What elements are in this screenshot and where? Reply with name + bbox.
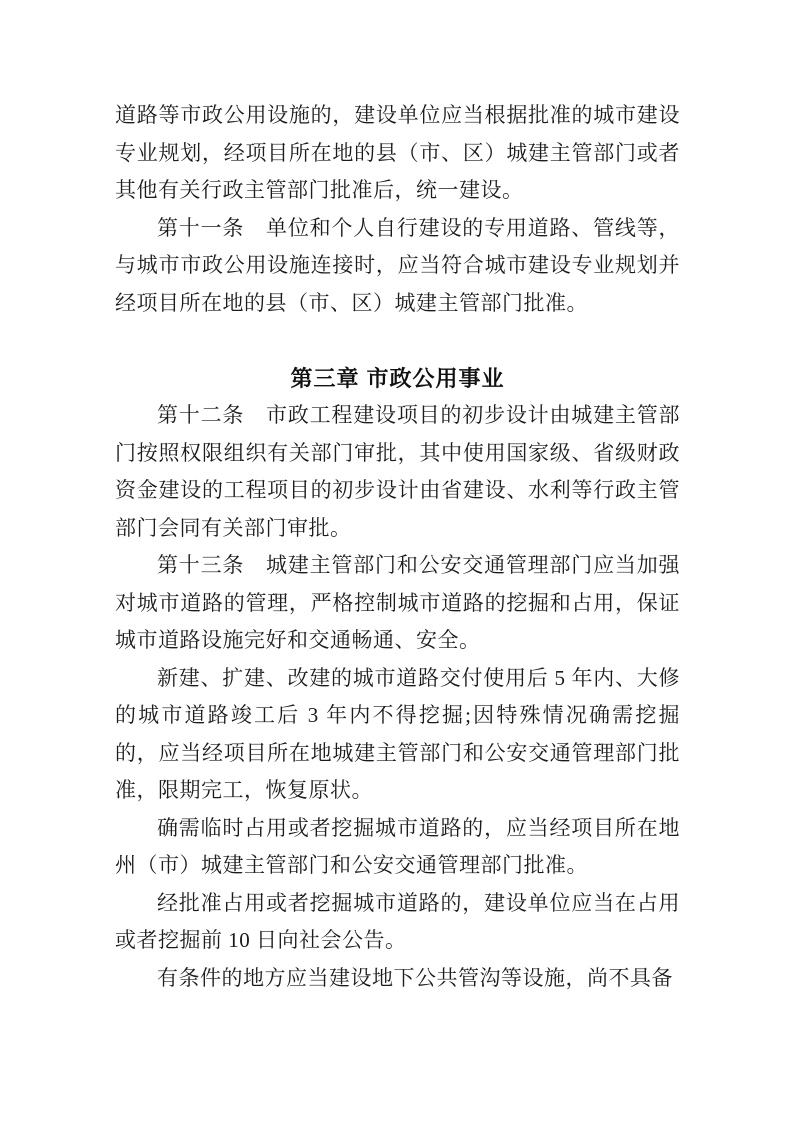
paragraph-public-notice: 经批准占用或者挖掘城市道路的，建设单位应当在占用或者挖掘前 10 日向社会公告。	[115, 890, 680, 952]
paragraph-temporary-occupation: 确需临时占用或者挖掘城市道路的，应当经项目所在地州（市）城建主管部门和公安交通管理部门批准。	[115, 815, 680, 877]
chapter-heading: 第三章 市政公用事业	[290, 365, 505, 391]
paragraph-article-12: 第十二条 市政工程建设项目的初步设计由城建主管部门按照权限组织有关部门审批，其中使用国家级、省级财政资金建设的工程项目的初步设计由省建设、水利等行政主管部门会同有关部门审批。	[115, 403, 680, 540]
paragraph-continuation: 道路等市政公用设施的，建设单位应当根据批准的城市建设专业规划，经项目所在地的县（市、区）城建主管部门或者其他有关行政主管部门批准后，统一建设。	[115, 103, 680, 202]
paragraph-article-11: 第十一条 单位和个人自行建设的专用道路、管线等，与城市市政公用设施连接时，应当符合城市建设专业规划并经项目所在地的县（市、区）城建主管部门批准。	[115, 215, 680, 315]
paragraph-article-13: 第十三条 城建主管部门和公安交通管理部门应当加强对城市道路的管理，严格控制城市道路的挖掘和占用，保证城市道路设施完好和交通畅通、安全。	[115, 553, 680, 652]
paragraph-road-excavation-limits: 新建、扩建、改建的城市道路交付使用后 5 年内、大修的城市道路竣工后 3 年内不得挖掘;因特殊情况确需挖掘的，应当经项目所在地城建主管部门和公安交通管理部门批准，限期完工，恢复原状。	[115, 665, 680, 802]
paragraph-utility-tunnels: 有条件的地方应当建设地下公共管沟等设施，尚不具备	[157, 965, 673, 990]
